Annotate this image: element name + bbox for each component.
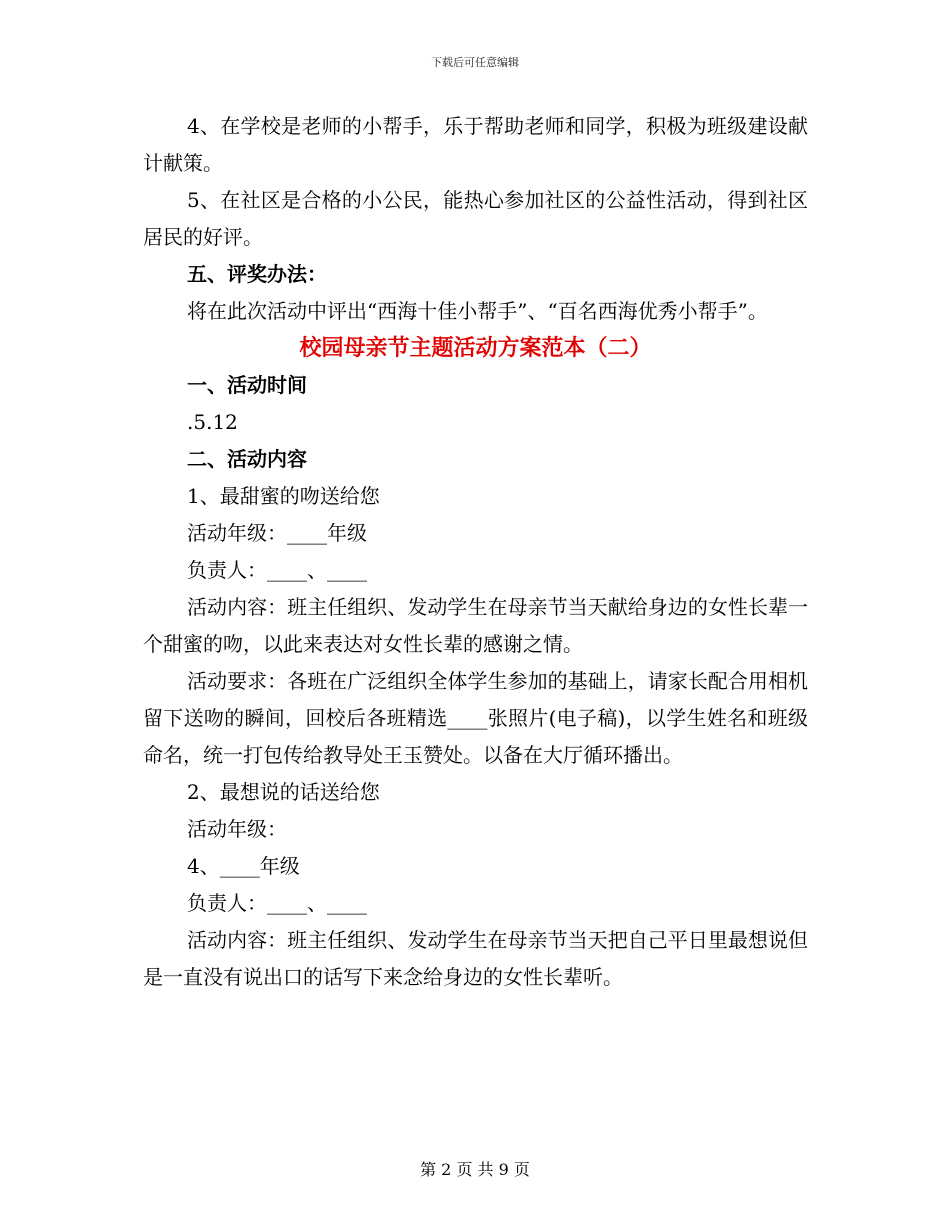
activity-1-title: 1、最甜蜜的吻送给您 — [187, 484, 380, 508]
activity-1-content: 活动内容：班主任组织、发动学生在母亲节当天献给身边的女性长辈一个甜蜜的吻，以此来表达对女性长辈的感谢之情。 — [143, 595, 808, 656]
activity-1-requirement: 活动要求：各班在广泛组织全体学生参加的基础上，请家长配合用相机留下送吻的瞬间，回校后各班精选____张照片(电子稿)，以学生姓名和班级命名，统一打包传给教导处王玉赞处。以备在大厅循环播出。 — [143, 669, 808, 767]
activity-2-grade: 4、____年级 — [187, 854, 300, 878]
activity-1-owner: 负责人：____、____ — [187, 558, 367, 582]
activity-1-grade: 活动年级：____年级 — [187, 521, 367, 545]
document-body — [143, 108, 808, 996]
section-5-heading: 五、评奖办法： — [187, 262, 327, 286]
section-1-heading: 一、活动时间 — [187, 373, 307, 397]
item-5-text: 5、在社区是合格的小公民，能热心参加社区的公益性活动，得到社区居民的好评。 — [143, 188, 808, 249]
section-2-heading: 二、活动内容 — [187, 447, 307, 471]
award-method-text: 将在此次活动中评出“西海十佳小帮手”、“百名西海优秀小帮手”。 — [187, 299, 768, 323]
document-title: 校园母亲节主题活动方案范本（二） — [299, 335, 652, 361]
activity-2-title: 2、最想说的话送给您 — [187, 780, 380, 804]
activity-2-owner: 负责人：____、____ — [187, 891, 367, 915]
activity-2-grade-label: 活动年级： — [187, 817, 287, 841]
page-footer: 第 2 页 共 9 页 — [420, 1160, 530, 1179]
activity-date: .5.12 — [187, 410, 238, 434]
page-header: 下载后可任意编辑 — [431, 56, 519, 69]
activity-2-content: 活动内容：班主任组织、发动学生在母亲节当天把自己平日里最想说但是一直没有说出口的话写下来念给身边的女性长辈听。 — [143, 928, 808, 989]
item-4-text: 4、在学校是老师的小帮手，乐于帮助老师和同学，积极为班级建设献计献策。 — [143, 114, 808, 175]
